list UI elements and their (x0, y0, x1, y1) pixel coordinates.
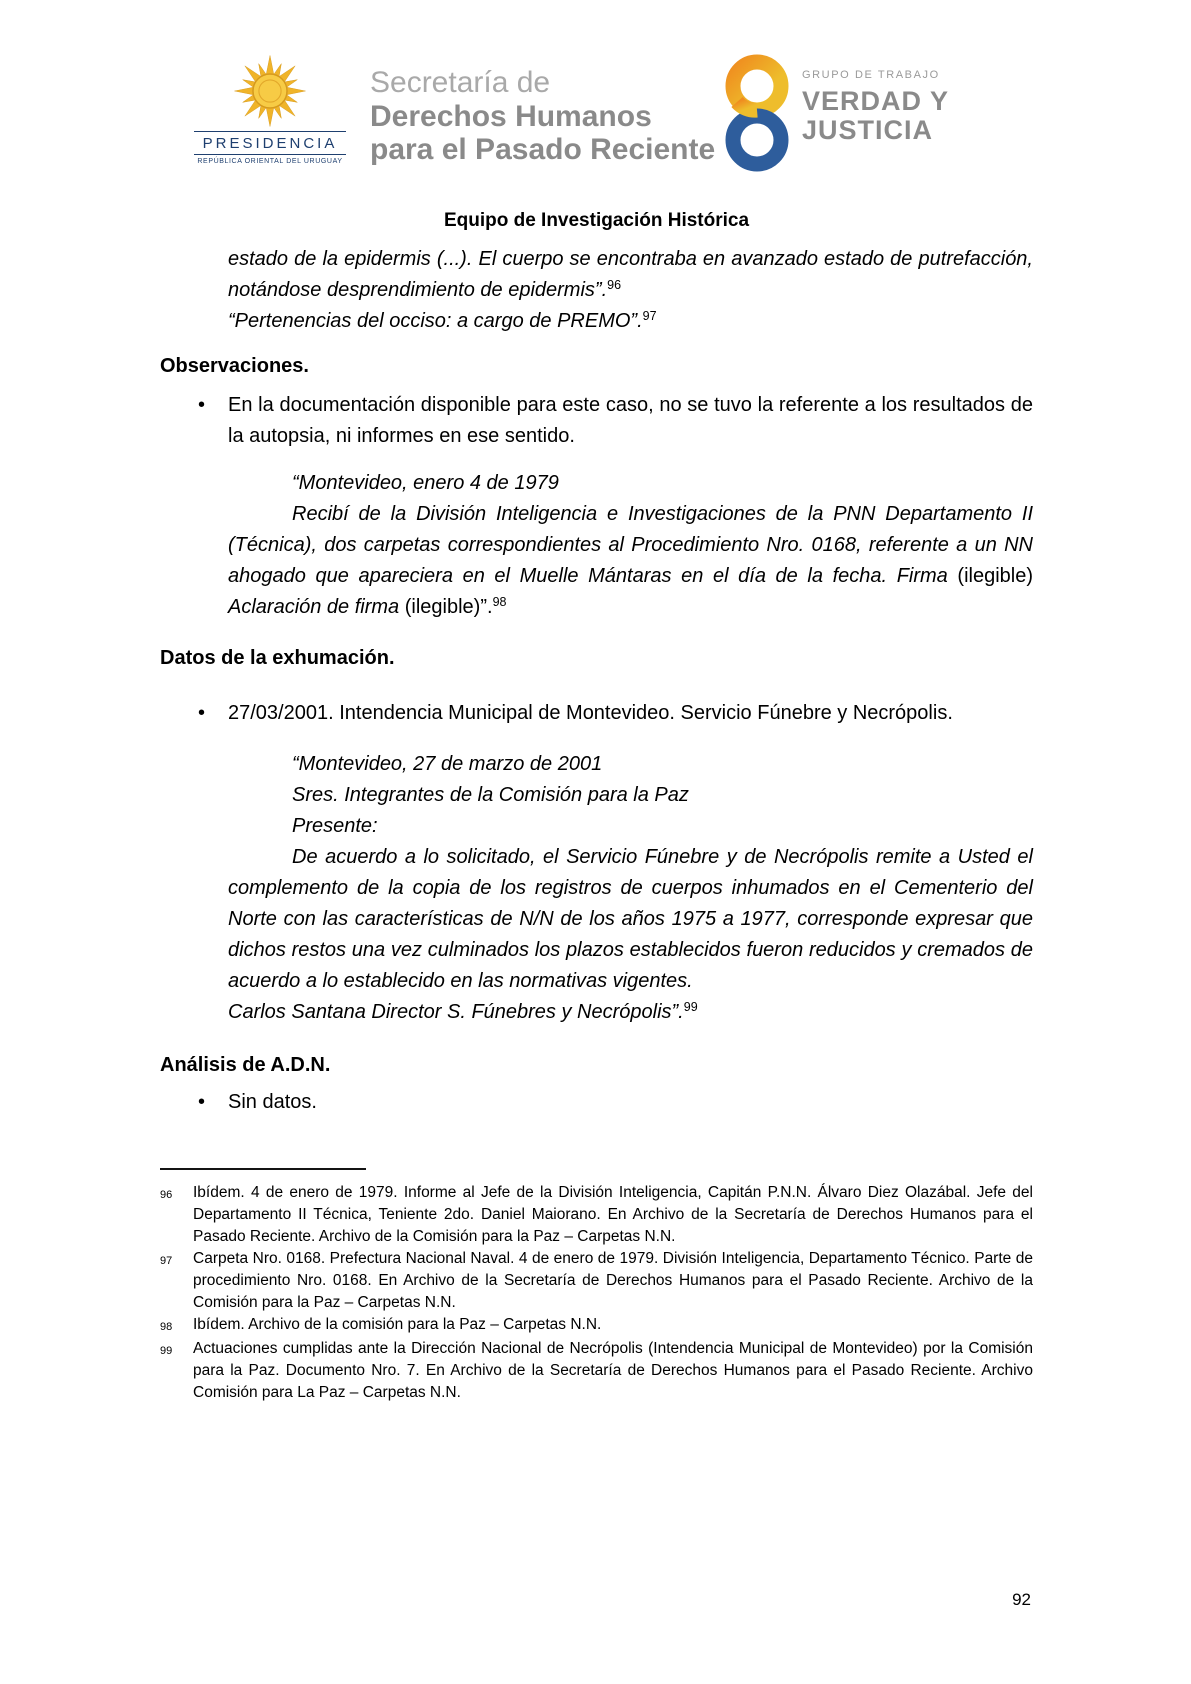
verdad-label: VERDAD Y (801, 85, 949, 116)
footnote-text: Actuaciones cumplidas ante la Dirección Nacional de Necrópolis (Intendencia Municipal de Montevideo) por la Comisión para la Paz. Documento Nro. 7. En Archivo de la Secretaría de Derechos Humanos para el Pasado Reciente. Archivo Comisión para La Paz – Carpetas N.N. (193, 1340, 1033, 1401)
presidencia-subtitle: REPÚBLICA ORIENTAL DEL URUGUAY (197, 157, 343, 165)
quote-2001 (228, 749, 1033, 1028)
bullet-observaciones-text: En la documentación disponible para este caso, no se tuvo la referente a los resultados de la autopsia, ni informes en ese sentido. (228, 394, 1033, 447)
footnote-98 (160, 1314, 1033, 1338)
bullet-exhumacion (160, 698, 1033, 729)
footnote-number: 97 (160, 1255, 173, 1267)
quote-1979-seg2: (ilegible) (957, 565, 1033, 587)
secretaria-line-3: para el Pasado Reciente (370, 133, 716, 167)
footnote-text: Ibídem. 4 de enero de 1979. Informe al Jefe de la División Inteligencia, Capitán P.N.N. Álvaro Diez Olazábal. Jefe del Departamento II Técnica, Teniente 2do. Daniel Maiorano. En Archivo de la Secretaría de Derechos Humanos para el Pasado Reciente. Archivo de la Comisión para la Paz – Carpetas N.N. (193, 1184, 1033, 1245)
footnote-separator (160, 1168, 366, 1170)
sun-icon (233, 54, 307, 128)
quote-2001-signature: Carlos Santana Director S. Fúnebres y Necrópolis”. (228, 1001, 684, 1023)
team-heading: Equipo de Investigación Histórica (443, 210, 750, 231)
chain-links-icon (724, 52, 790, 176)
quote-pertenencias-text: “Pertenencias del occiso: a cargo de PREMO”. (228, 310, 643, 332)
page-number: 92 (1012, 1590, 1031, 1609)
presidencia-title: PRESIDENCIA (194, 131, 346, 155)
quote-2001-dateline: “Montevideo, 27 de marzo de 2001 (292, 753, 603, 775)
quote-1979-seg1: Recibí de la División Inteligencia e Investigaciones de la PNN Departamento II (Técnica), dos carpetas correspondientes al Procedimiento Nro. 0168, referente a un NN ahogado que apareciera en el Muelle Mántaras en el día de la fecha. Firma (228, 503, 1033, 587)
secretaria-line-2: Derechos Humanos (370, 99, 652, 133)
heading-exhumacion: Datos de la exhumación. (160, 647, 395, 669)
verdad-justicia-block (724, 52, 949, 176)
footnote-ref-97: 97 (642, 309, 657, 323)
bullet-marker: • (198, 394, 206, 416)
footnote-number: 98 (160, 1321, 173, 1333)
document-body (160, 244, 1033, 1118)
footnote-number: 96 (160, 1189, 173, 1201)
quote-2001-signature-line (228, 997, 1033, 1028)
quote-epidermis-text: estado de la epidermis (...). El cuerpo se encontraba en avanzado estado de putrefacción, notándose desprendimiento de epidermis”. (228, 248, 1033, 301)
quote-1979-dateline: “Montevideo, enero 4 de 1979 (292, 472, 559, 494)
presidencia-block (194, 52, 715, 167)
secretaria-line-1: Secretaría de (370, 66, 551, 99)
bullet-adn (160, 1087, 1033, 1118)
footnote-97 (160, 1248, 1033, 1314)
quote-1979-seg3: Aclaración de firma (228, 596, 405, 618)
footnote-96 (160, 1182, 1033, 1248)
footnotes-section (160, 1168, 1033, 1404)
secretaria-wordmark (370, 52, 715, 167)
bullet-marker: • (198, 702, 206, 724)
footnote-ref-98: 98 (492, 595, 507, 609)
heading-adn: Análisis de A.D.N. (160, 1054, 331, 1076)
quote-2001-presente: Presente: (292, 815, 378, 837)
quote-2001-paragraph: De acuerdo a lo solicitado, el Servicio Fúnebre y de Necrópolis remite a Usted el complemento de la copia de los registros de cuerpos inhumados en el Cementerio del Norte con las características de N/N de los años 1975 a 1977, corresponde expresar que dichos restos una vez culminados los plazos establecidos fueron reducidos y cremados de acuerdo a lo establecido en las normativas vigentes. (228, 846, 1033, 992)
quote-epidermis (228, 244, 1033, 306)
bullet-exhumacion-text: 27/03/2001. Intendencia Municipal de Montevideo. Servicio Fúnebre y Necrópolis. (228, 702, 953, 724)
footnote-99 (160, 1338, 1033, 1404)
heading-observaciones: Observaciones. (160, 355, 309, 377)
footnote-number: 99 (160, 1345, 173, 1357)
quote-2001-addressee: Sres. Integrantes de la Comisión para la Paz (292, 784, 689, 806)
quote-1979 (228, 468, 1033, 623)
justicia-label: JUSTICIA (801, 115, 933, 146)
quote-pertenencias (228, 306, 1033, 337)
bullet-marker: • (198, 1091, 206, 1113)
footnote-text: Ibídem. Archivo de la comisión para la Paz – Carpetas N.N. (193, 1316, 602, 1333)
presidencia-logo (194, 54, 346, 165)
footnote-text: Carpeta Nro. 0168. Prefectura Nacional Naval. 4 de enero de 1979. División Inteligencia, Departamento Técnico. Parte de procedimiento Nro. 0168. En Archivo de la Secretaría de Derechos Humanos para el Pasado Reciente. Archivo de la Comisión para la Paz – Carpetas N.N. (193, 1250, 1033, 1311)
quote-1979-seg4: (ilegible)”. (404, 596, 493, 618)
quote-1979-paragraph (228, 499, 1033, 623)
page-header (160, 52, 1033, 202)
grupo-de-trabajo-label: GRUPO DE TRABAJO (801, 69, 940, 81)
footnote-ref-96: 96 (607, 278, 622, 292)
bullet-observaciones (160, 390, 1033, 452)
footnote-ref-99: 99 (683, 1000, 698, 1014)
verdad-justicia-wordmark (802, 70, 949, 145)
bullet-adn-text: Sin datos. (228, 1091, 317, 1113)
